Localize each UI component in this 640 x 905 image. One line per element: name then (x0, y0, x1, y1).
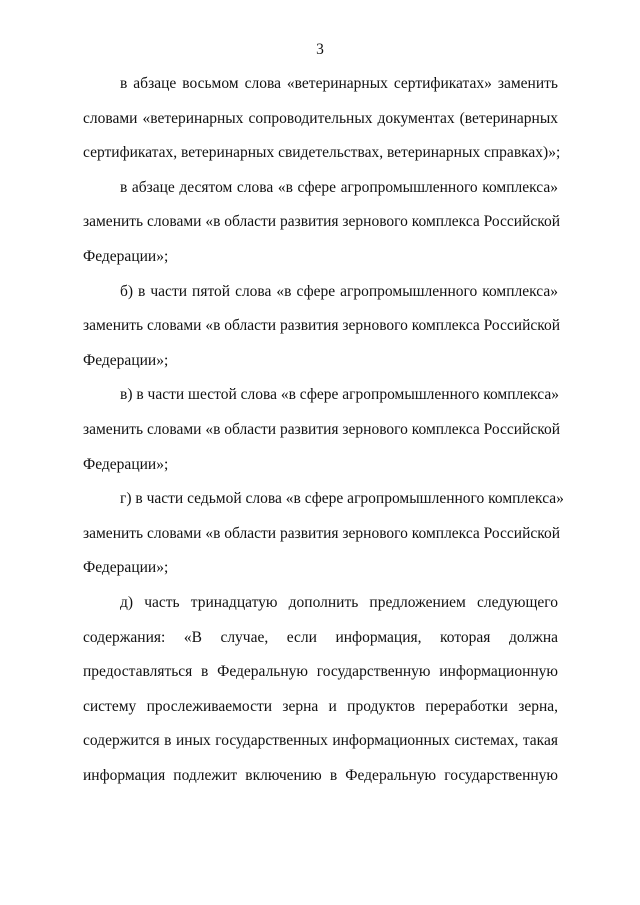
text-line: Федерации»; (83, 456, 169, 473)
text-line: б) в части пятой слова «в сфере агропромышленного комплекса» (120, 283, 558, 300)
text-line: содержания: «В случае, если информация, которая должна (83, 629, 558, 646)
text-line: в абзаце восьмом слова «ветеринарных сертификатах» заменить (120, 75, 558, 92)
text-line: содержится в иных государственных информационных системах, такая (83, 732, 558, 749)
text-line: г) в части седьмой слова «в сфере агропромышленного комплекса» (120, 490, 564, 507)
text-line: заменить словами «в области развития зернового комплекса Российской (83, 421, 561, 438)
text-line: д) часть тринадцатую дополнить предложением следующего (120, 594, 558, 611)
text-line: информация подлежит включению в Федеральную государственную (83, 767, 558, 784)
text-line: заменить словами «в области развития зернового комплекса Российской (83, 213, 561, 230)
text-line: в) в части шестой слова «в сфере агропромышленного комплекса» (120, 386, 559, 403)
text-line: заменить словами «в области развития зернового комплекса Российской (83, 525, 561, 542)
text-line: предоставляться в Федеральную государственную информационную (83, 663, 558, 680)
text-line: Федерации»; (83, 559, 169, 576)
text-line: Федерации»; (83, 248, 169, 265)
page-number: 3 (316, 41, 324, 58)
text-line: Федерации»; (83, 352, 169, 369)
text-line: сертификатах, ветеринарных свидетельствах, ветеринарных справках)»; (83, 144, 561, 161)
text-line: заменить словами «в области развития зернового комплекса Российской (83, 317, 561, 334)
text-line: словами «ветеринарных сопроводительных документах (ветеринарных (83, 110, 558, 127)
text-line: систему прослеживаемости зерна и продуктов переработки зерна, (83, 698, 558, 715)
text-line: в абзаце десятом слова «в сфере агропромышленного комплекса» (120, 179, 558, 196)
